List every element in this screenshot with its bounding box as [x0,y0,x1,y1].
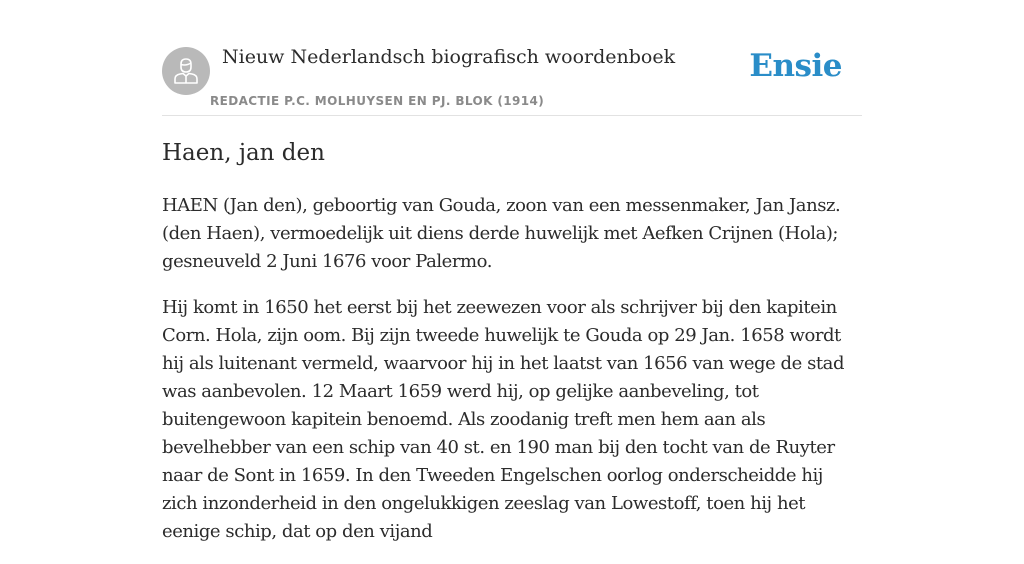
entry-title: Haen, jan den [162,140,325,166]
editors-label: REDACTIE P.C. MOLHUYSEN EN PJ. BLOK (1914) [210,94,545,108]
page-container [162,0,862,542]
book-title[interactable]: Nieuw Nederlandsch biografisch woordenboek [222,46,676,68]
avatar[interactable] [162,47,210,95]
entry-paragraph: Hij komt in 1650 het eerst bij het zeewezen voor als schrijver bij den kapitein Corn. Hola, zijn oom. Bij zijn tweede huwelijk te Gouda op 29 Jan. 1658 wordt hij als luitenant vermeld, waarvoor hij in het laatst van 1656 van wege de stad was aanbevolen. 12 Maart 1659 werd hij, op gelijke aanbeveling, tot buitengewoon kapitein benoemd. Als zoodanig treft men hem aan als bevelhebber van een schip van 40 st. en 190 man bij den tocht van de Ruyter naar de Sont in 1659. In den Tweeden Engelschen oorlog onderscheidde hij zich inzonderheid in den ongelukkigen zeeslag van Lowestoff, toen hij het eenige schip, dat op den vijand [162,297,845,542]
user-icon [173,57,199,85]
entry-body [162,192,862,564]
entry-paragraph: HAEN (Jan den), geboortig van Gouda, zoon van een messenmaker, Jan Jansz. (den Haen), vermoedelijk uit diens derde huwelijk met Aefken Crijnen (Hola); gesneuveld 2 Juni 1676 voor Palermo. [162,195,841,272]
ensie-logo[interactable]: Ensie [749,48,842,84]
page-header [162,0,862,116]
